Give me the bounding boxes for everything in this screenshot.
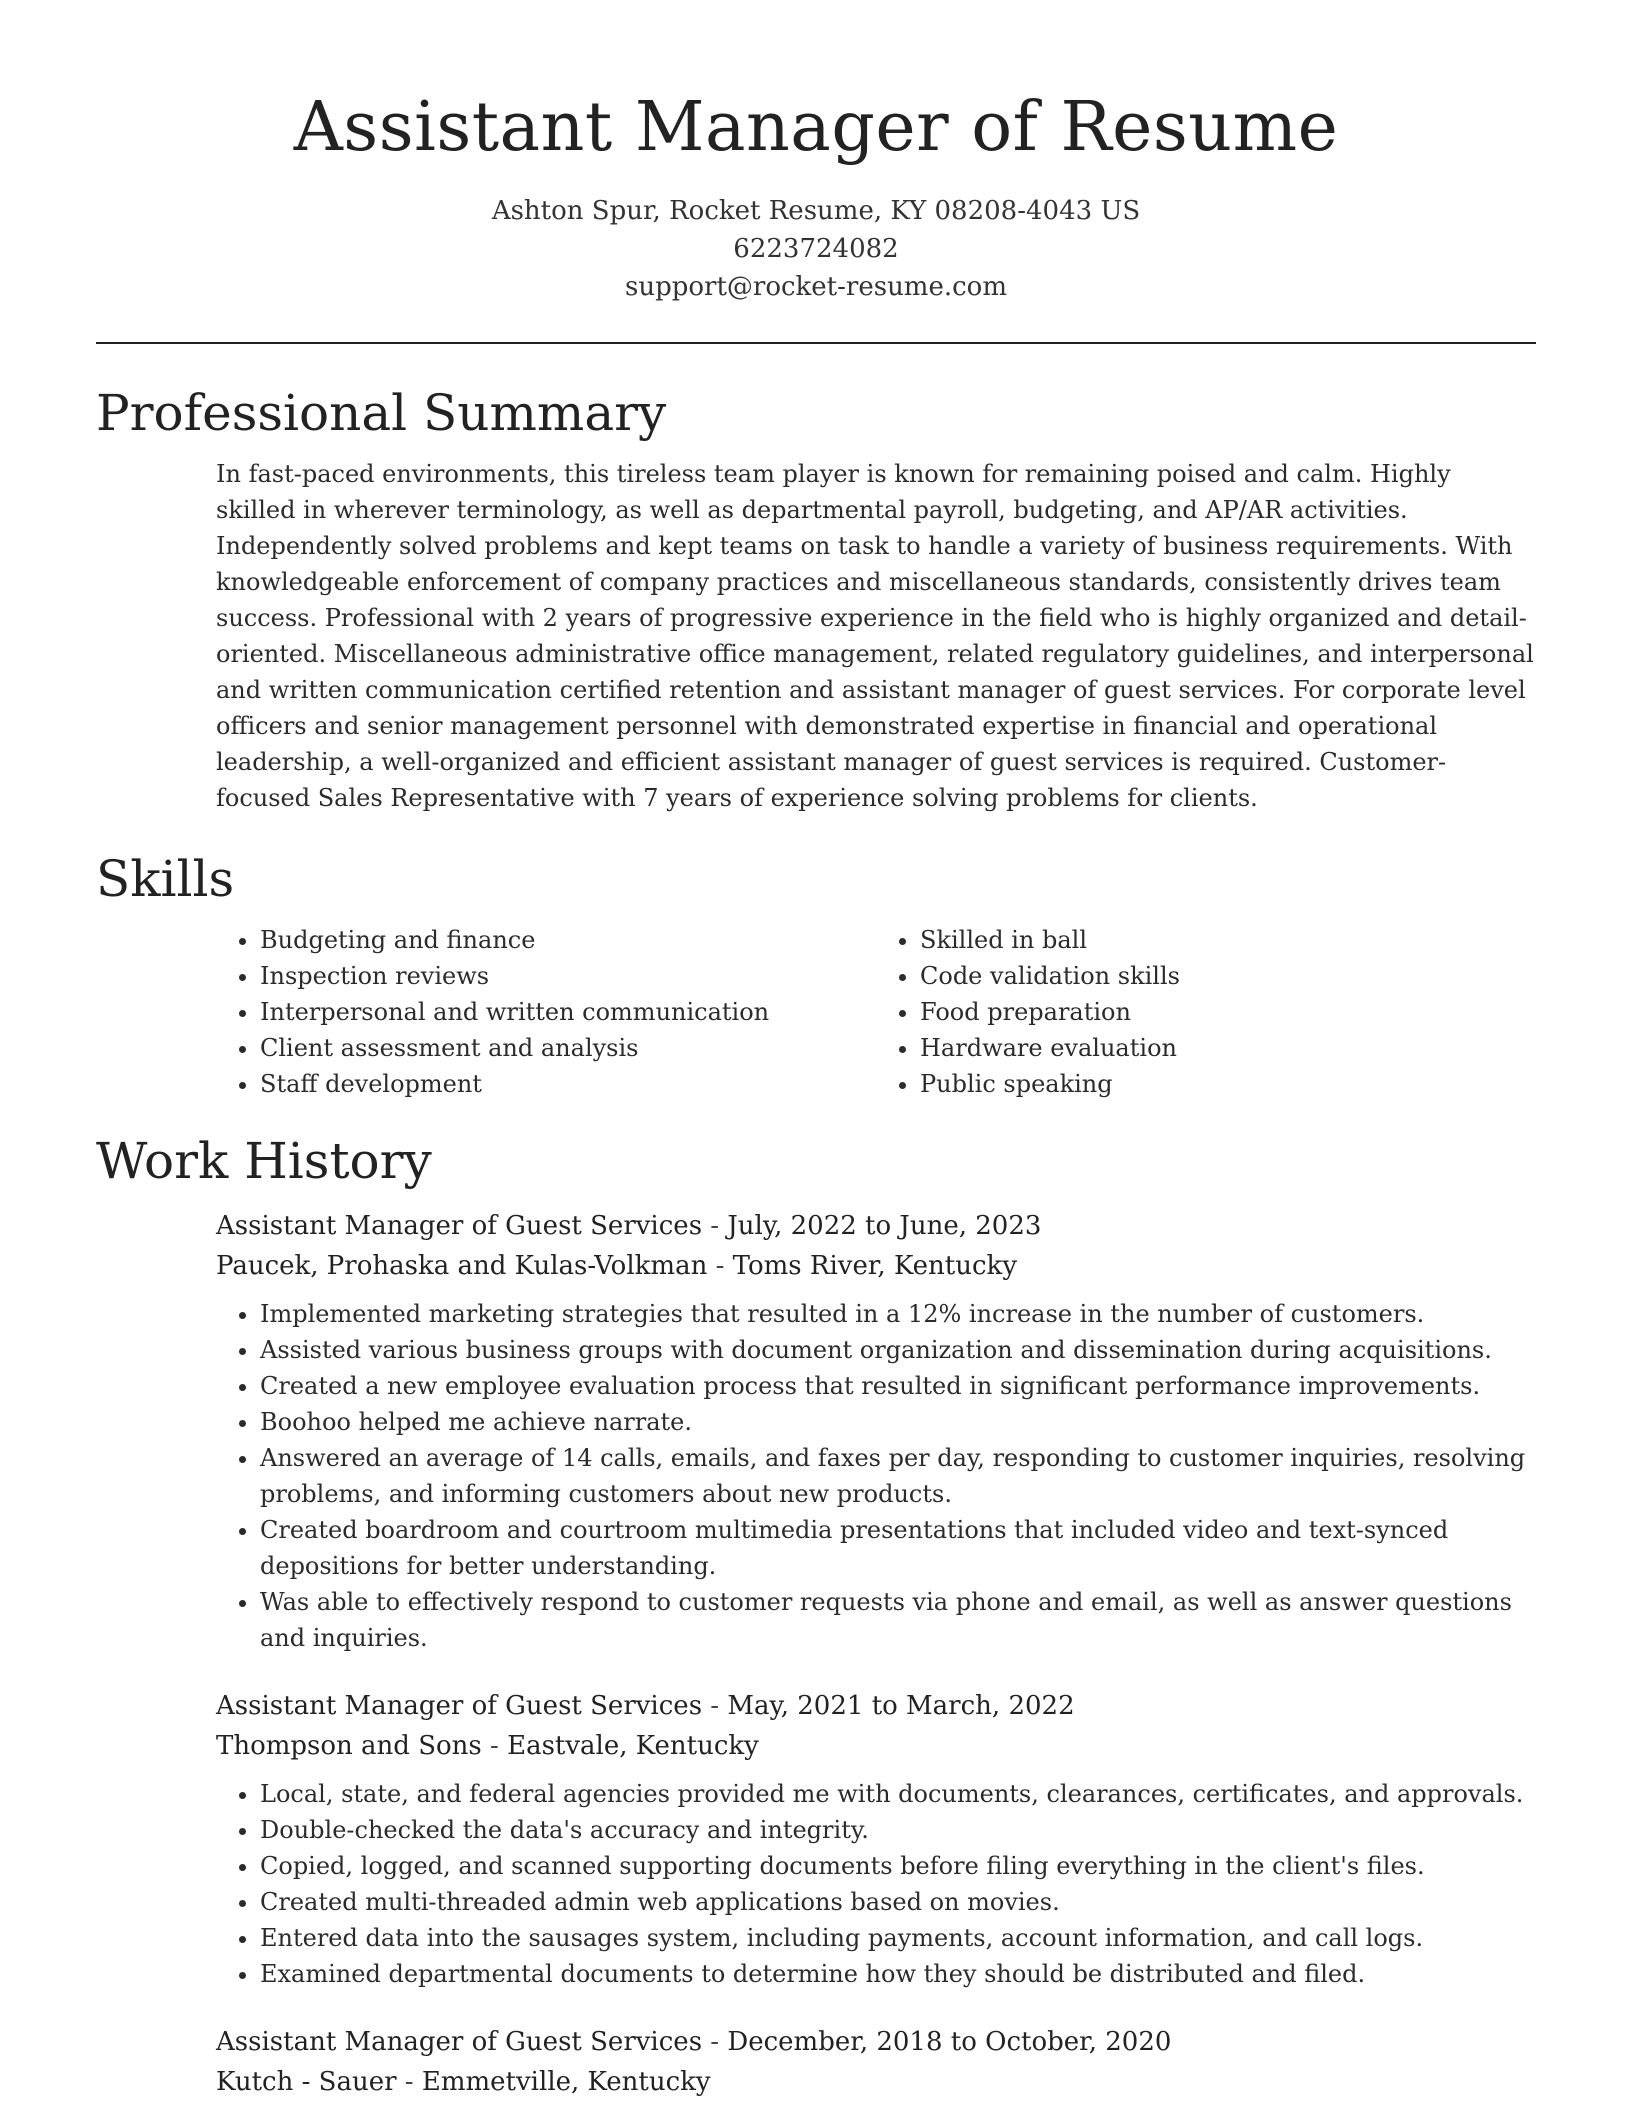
job-company-line (216, 1726, 1536, 1766)
job-bullets (216, 1776, 1536, 1992)
header-divider (96, 342, 1536, 344)
skills-list-right (876, 922, 1536, 1102)
job-title: Assistant Manager of Guest Services (216, 1211, 703, 1241)
skill-item: • Hardware evaluation (920, 1030, 1536, 1066)
job-entry (216, 2022, 1536, 2102)
separator: - (702, 1691, 728, 1721)
job-bullet: • Implemented marketing strategies that resulted in a 12% increase in the number of customers. (260, 1296, 1536, 1332)
separator: - (702, 1211, 728, 1241)
skills-heading: Skills (96, 850, 235, 908)
job-location: Eastvale, Kentucky (507, 1731, 759, 1761)
job-dates: May, 2021 to March, 2022 (727, 1691, 1075, 1721)
job-title-line (216, 1686, 1536, 1726)
job-bullet: • Created boardroom and courtroom multimedia presentations that included video and text-synced depositions for better understanding. (260, 1512, 1536, 1584)
job-bullet: • Created a new employee evaluation process that resulted in significant performance improvements. (260, 1368, 1536, 1404)
skill-item: • Public speaking (920, 1066, 1536, 1102)
phone: 6223724082 (733, 234, 899, 264)
skills-columns (216, 922, 1536, 1102)
skills-section (96, 848, 1536, 1102)
job-entry (216, 1206, 1536, 1656)
email: support@rocket-resume.com (624, 272, 1007, 302)
job-bullet: • Created multi-threaded admin web applications based on movies. (260, 1884, 1536, 1920)
job-company-line (216, 1246, 1536, 1286)
skill-item: • Skilled in ball (920, 922, 1536, 958)
job-title: Assistant Manager of Guest Services (216, 2027, 703, 2057)
skill-item: • Budgeting and finance (260, 922, 876, 958)
job-bullet: • Entered data into the sausages system, including payments, account information, and call logs. (260, 1920, 1536, 1956)
job-location: Emmetville, Kentucky (421, 2067, 711, 2097)
job-location: Toms River, Kentucky (732, 1251, 1018, 1281)
job-dates: July, 2022 to June, 2023 (727, 1211, 1042, 1241)
job-title-line (216, 2022, 1536, 2062)
contact-block (0, 192, 1632, 306)
job-title-line (216, 1206, 1536, 1246)
skill-item: • Client assessment and analysis (260, 1030, 876, 1066)
job-company: Paucek, Prohaska and Kulas-Volkman (216, 1251, 708, 1281)
job-bullet: • Answered an average of 14 calls, emails, and faxes per day, responding to customer inquiries, resolving problems, and informing customers about new products. (260, 1440, 1536, 1512)
job-entry (216, 1686, 1536, 1992)
job-bullet: • Examined departmental documents to determine how they should be distributed and filed. (260, 1956, 1536, 1992)
job-bullet: • Assisted various business groups with document organization and dissemination during acquisitions. (260, 1332, 1536, 1368)
job-bullet: • Double-checked the data's accuracy and integrity. (260, 1812, 1536, 1848)
job-company: Kutch - Sauer (216, 2067, 397, 2097)
skill-item: • Interpersonal and written communication (260, 994, 876, 1030)
job-title: Assistant Manager of Guest Services (216, 1691, 703, 1721)
job-bullet: • Was able to effectively respond to customer requests via phone and email, as well as answer questions and inquiries. (260, 1584, 1536, 1656)
skills-list-left (216, 922, 876, 1102)
skill-item: • Food preparation (920, 994, 1536, 1030)
job-dates: December, 2018 to October, 2020 (727, 2027, 1172, 2057)
separator: - (396, 2067, 422, 2097)
resume-name: Assistant Manager of Resume (293, 88, 1339, 167)
job-bullet: • Copied, logged, and scanned supporting documents before filing everything in the client's files. (260, 1848, 1536, 1884)
work-history-heading: Work History (96, 1132, 432, 1190)
separator: - (707, 1251, 733, 1281)
summary-text: In fast-paced environments, this tireless team player is known for remaining poised and calm. Highly skilled in wherever terminology, as well as departmental payroll, budgeting, and AP/AR activities. Independently solved problems and kept teams on task to handle a variety of business requirements. With knowledgeable enforcement of company practices and miscellaneous standards, consistently drives team success. Professional with 2 years of progressive experience in the field who is highly organized and detail-oriented. Miscellaneous administrative office management, related regulatory guidelines, and interpersonal and written communication certified retention and assistant manager of guest services. For corporate level officers and senior management personnel with demonstrated expertise in financial and operational leadership, a well-organized and efficient assistant manager of guest services is required. Customer-focused Sales Representative with 7 years of experience solving problems for clients. (216, 460, 1534, 812)
separator: - (702, 2027, 728, 2057)
skill-item: • Inspection reviews (260, 958, 876, 994)
work-history-section (96, 1130, 1536, 2102)
address: Ashton Spur, Rocket Resume, KY 08208-4043 US (491, 196, 1141, 226)
job-company: Thompson and Sons (216, 1731, 482, 1761)
job-bullets (216, 1296, 1536, 1656)
summary-section (96, 382, 1536, 816)
skill-item: • Staff development (260, 1066, 876, 1102)
job-company-line (216, 2062, 1536, 2102)
separator: - (481, 1731, 508, 1761)
job-bullet: • Boohoo helped me achieve narrate. (260, 1404, 1536, 1440)
skill-item: • Code validation skills (920, 958, 1536, 994)
summary-heading: Professional Summary (96, 384, 667, 442)
job-bullet: • Local, state, and federal agencies provided me with documents, clearances, certificates, and approvals. (260, 1776, 1536, 1812)
resume-header (0, 0, 1632, 306)
